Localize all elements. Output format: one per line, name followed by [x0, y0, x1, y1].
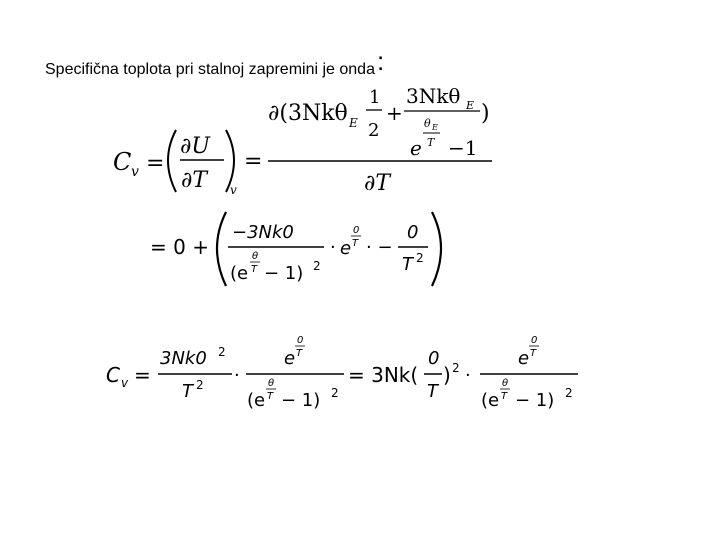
eq2-den-exp-bot: T: [251, 264, 258, 275]
eq2-den-exp-top: θ: [252, 251, 259, 262]
intro-sentence: Specifična toplota pri stalnoj zapremini je onda: [45, 61, 375, 78]
eq1-lhs-c: C: [113, 148, 132, 176]
eq3-mid-num: 0: [428, 348, 440, 369]
eq3-den2-tail: − 1): [281, 390, 321, 411]
eq3-equals-2: = 3Nk(: [348, 363, 419, 387]
eq1-plus: +: [386, 101, 403, 125]
eq3-dot2: ·: [465, 365, 471, 386]
eq2-den-tail: − 1): [264, 263, 304, 284]
eq1-lhs-sub: v: [131, 164, 139, 180]
eq3-den1: T: [182, 381, 193, 402]
eq1-frac-two: 2: [368, 120, 380, 141]
eq3-e-right-bot: T: [530, 348, 537, 359]
eq1-minus-one: −1: [448, 136, 478, 160]
eq3-den3-top: θ: [502, 378, 509, 389]
eq2-e-exp-top: 0: [353, 225, 360, 236]
eq3-e-bot: T: [296, 348, 303, 359]
intro-colon: :: [376, 46, 385, 76]
eq3-den3-bot: T: [501, 391, 508, 402]
eq3-den1-sq: 2: [196, 378, 204, 392]
eq1-close: ): [481, 101, 490, 126]
eq3-den3-tail: − 1): [515, 390, 555, 411]
eq1-frac-one: 1: [369, 87, 381, 108]
eq1-du: ∂U: [180, 134, 210, 159]
eq3-v: v: [121, 376, 129, 390]
eq1-num2-sub: E: [466, 99, 475, 112]
eq2-num: −3Nk0: [232, 222, 294, 243]
eq3-dot: ·: [234, 365, 240, 386]
eq1-e: e: [410, 136, 422, 160]
eq2-eq-zero-plus: = 0 +: [150, 235, 209, 259]
eq1-exp-e: E: [432, 123, 438, 132]
eq3-e-right-top: 0: [531, 335, 538, 346]
eq3-mid-sq: 2: [452, 361, 460, 375]
eq3-mid-den: T: [427, 381, 438, 402]
eq1-num-open-text: ∂(3Nkθ: [268, 101, 348, 126]
eq2-frac-num: 0: [407, 222, 419, 243]
eq1-num2: 3Nkθ: [406, 84, 461, 108]
eq3-den3-open: (e: [481, 390, 500, 411]
eq1-exp-t: T: [427, 136, 435, 149]
eq1-sub-v: v: [230, 183, 237, 197]
eq3-den3-sq: 2: [565, 386, 573, 400]
eq2-dot1: ·: [330, 237, 336, 258]
eq3-mid-close: ): [443, 363, 451, 387]
eq2-e-exp-bot: T: [352, 238, 359, 249]
eq3-c: C: [106, 363, 120, 387]
eq3-den2-sq: 2: [331, 386, 339, 400]
eq3-equals-1: =: [134, 363, 151, 387]
eq3-e-top: 0: [297, 335, 304, 346]
eq3-num1: 3Nk0: [160, 348, 207, 369]
eq3-e-right: e: [518, 348, 530, 369]
eq2-frac-sq: 2: [416, 251, 424, 265]
eq3-e: e: [284, 348, 296, 369]
eq1-den: ∂T: [364, 171, 391, 196]
eq3-den2-open: (e: [247, 390, 266, 411]
eq1-equals-1: =: [146, 151, 165, 176]
eq2-den-open: (e: [230, 263, 249, 284]
eq2-dot2: · −: [366, 237, 393, 258]
eq1-dt: ∂T: [181, 168, 208, 193]
eq3-num1-sq: 2: [218, 345, 226, 359]
eq3-den2-top: θ: [268, 378, 275, 389]
eq2-frac-den: T: [402, 254, 413, 275]
eq1-equals-2: =: [244, 149, 263, 174]
eq1-num-sub-e: E: [349, 116, 358, 130]
eq2-e: e: [340, 238, 352, 259]
eq1-exp-theta: θ: [424, 117, 431, 130]
eq3-den2-bot: T: [267, 391, 274, 402]
eq2-den-sq: 2: [313, 259, 321, 273]
